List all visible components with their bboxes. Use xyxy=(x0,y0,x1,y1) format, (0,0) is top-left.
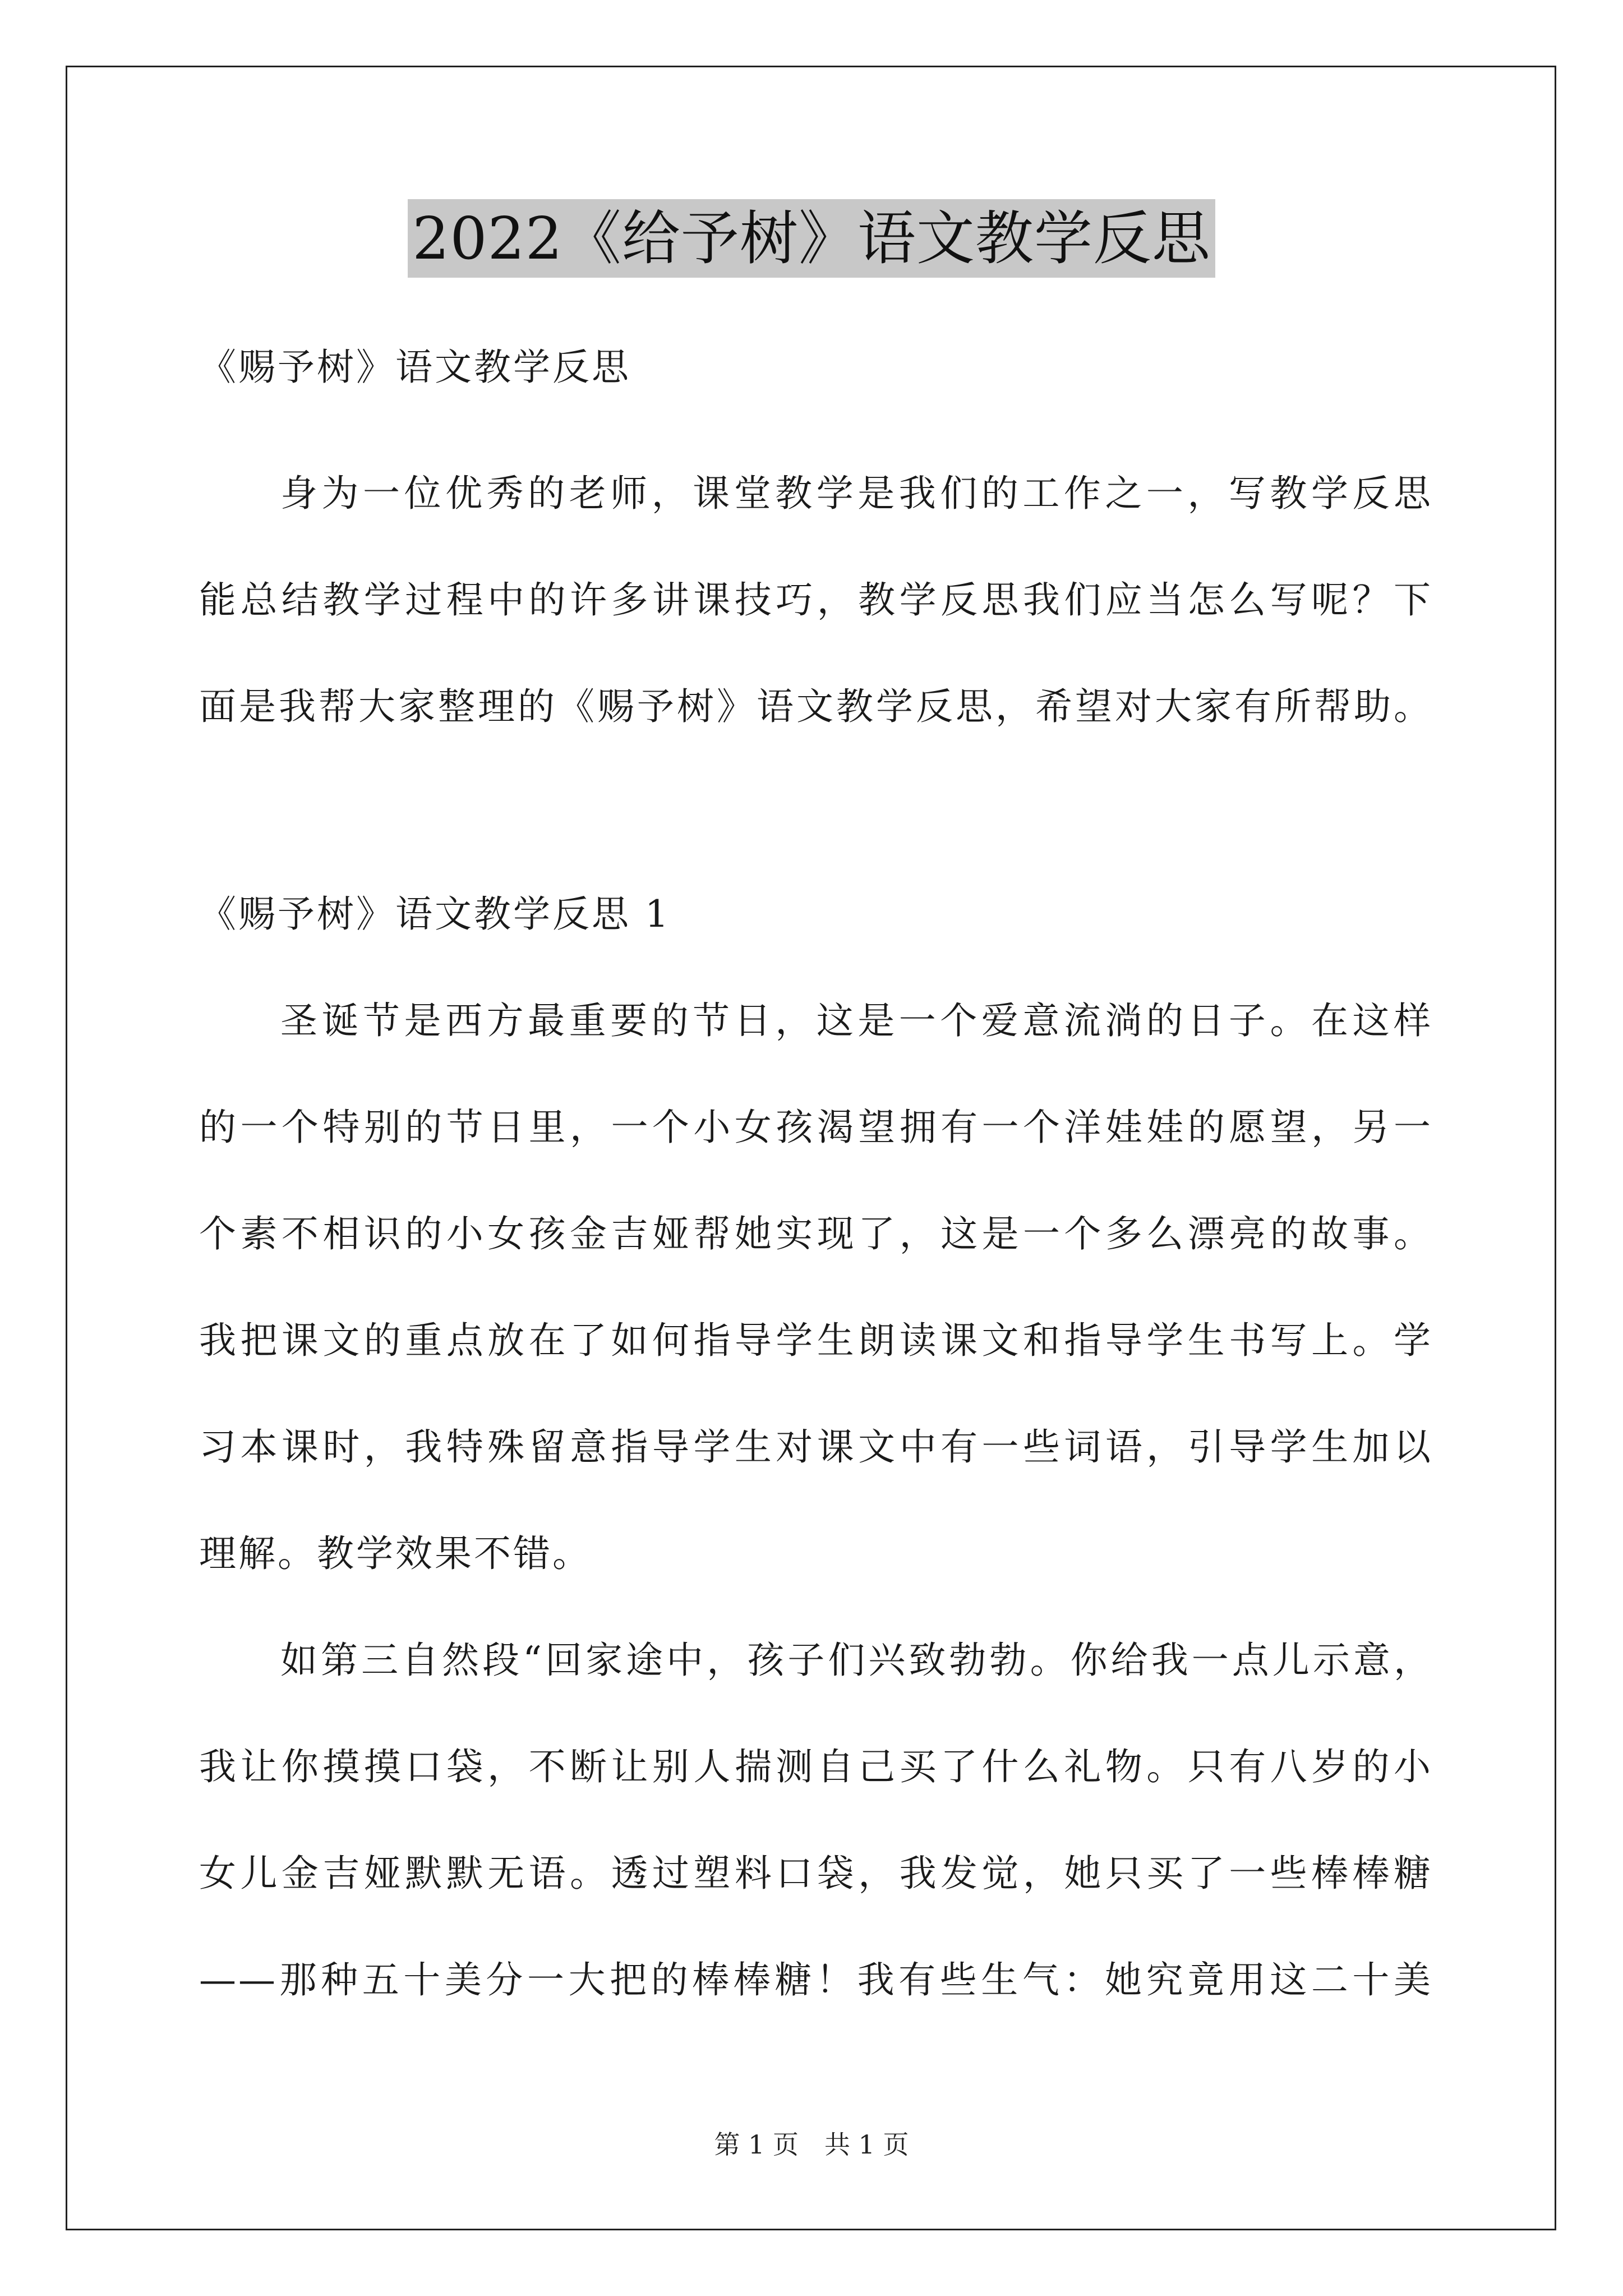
document-title: 2022《给予树》语文教学反思 xyxy=(408,199,1215,278)
paragraph-line: 圣诞节是西方最重要的节日，这是一个爱意流淌的日子。在这样 xyxy=(280,999,1433,1042)
subtitle: 《赐予树》语文教学反思 xyxy=(199,346,631,389)
paragraph-line: 习本课时，我特殊留意指导学生对课文中有一些词语，引导学生加以 xyxy=(199,1425,1433,1469)
section-heading: 《赐予树》语文教学反思 1 xyxy=(199,892,671,936)
paragraph-line: 个素不相识的小女孩金吉娅帮她实现了，这是一个多么漂亮的故事。 xyxy=(199,1212,1433,1255)
paragraph-line: 如第三自然段“回家途中，孩子们兴致勃勃。你给我一点儿示意， xyxy=(280,1639,1433,1682)
paragraph-line: 我把课文的重点放在了如何指导学生朗读课文和指导学生书写上。学 xyxy=(199,1319,1433,1362)
paragraph-line: 我让你摸摸口袋，不断让别人揣测自己买了什么礼物。只有八岁的小 xyxy=(199,1745,1433,1788)
intro-line: 面是我帮大家整理的《赐予树》语文教学反思，希望对大家有所帮助。 xyxy=(199,685,1433,728)
paragraph-line: 女儿金吉娅默默无语。透过塑料口袋，我发觉，她只买了一些棒棒糖 xyxy=(199,1852,1433,1895)
paragraph-line: 的一个特别的节日里，一个小女孩渴望拥有一个洋娃娃的愿望，另一 xyxy=(199,1106,1433,1149)
page-footer: 第 1 页 共 1 页 xyxy=(714,2129,909,2160)
paragraph-line: ——那种五十美分一大把的棒棒糖！我有些生气：她究竟用这二十美 xyxy=(199,1958,1433,2001)
intro-line: 身为一位优秀的老师，课堂教学是我们的工作之一，写教学反思 xyxy=(280,472,1433,515)
paragraph-line: 理解。教学效果不错。 xyxy=(199,1532,592,1575)
intro-line: 能总结教学过程中的许多讲课技巧，教学反思我们应当怎么写呢？下 xyxy=(199,578,1433,622)
title-container xyxy=(0,199,1623,278)
